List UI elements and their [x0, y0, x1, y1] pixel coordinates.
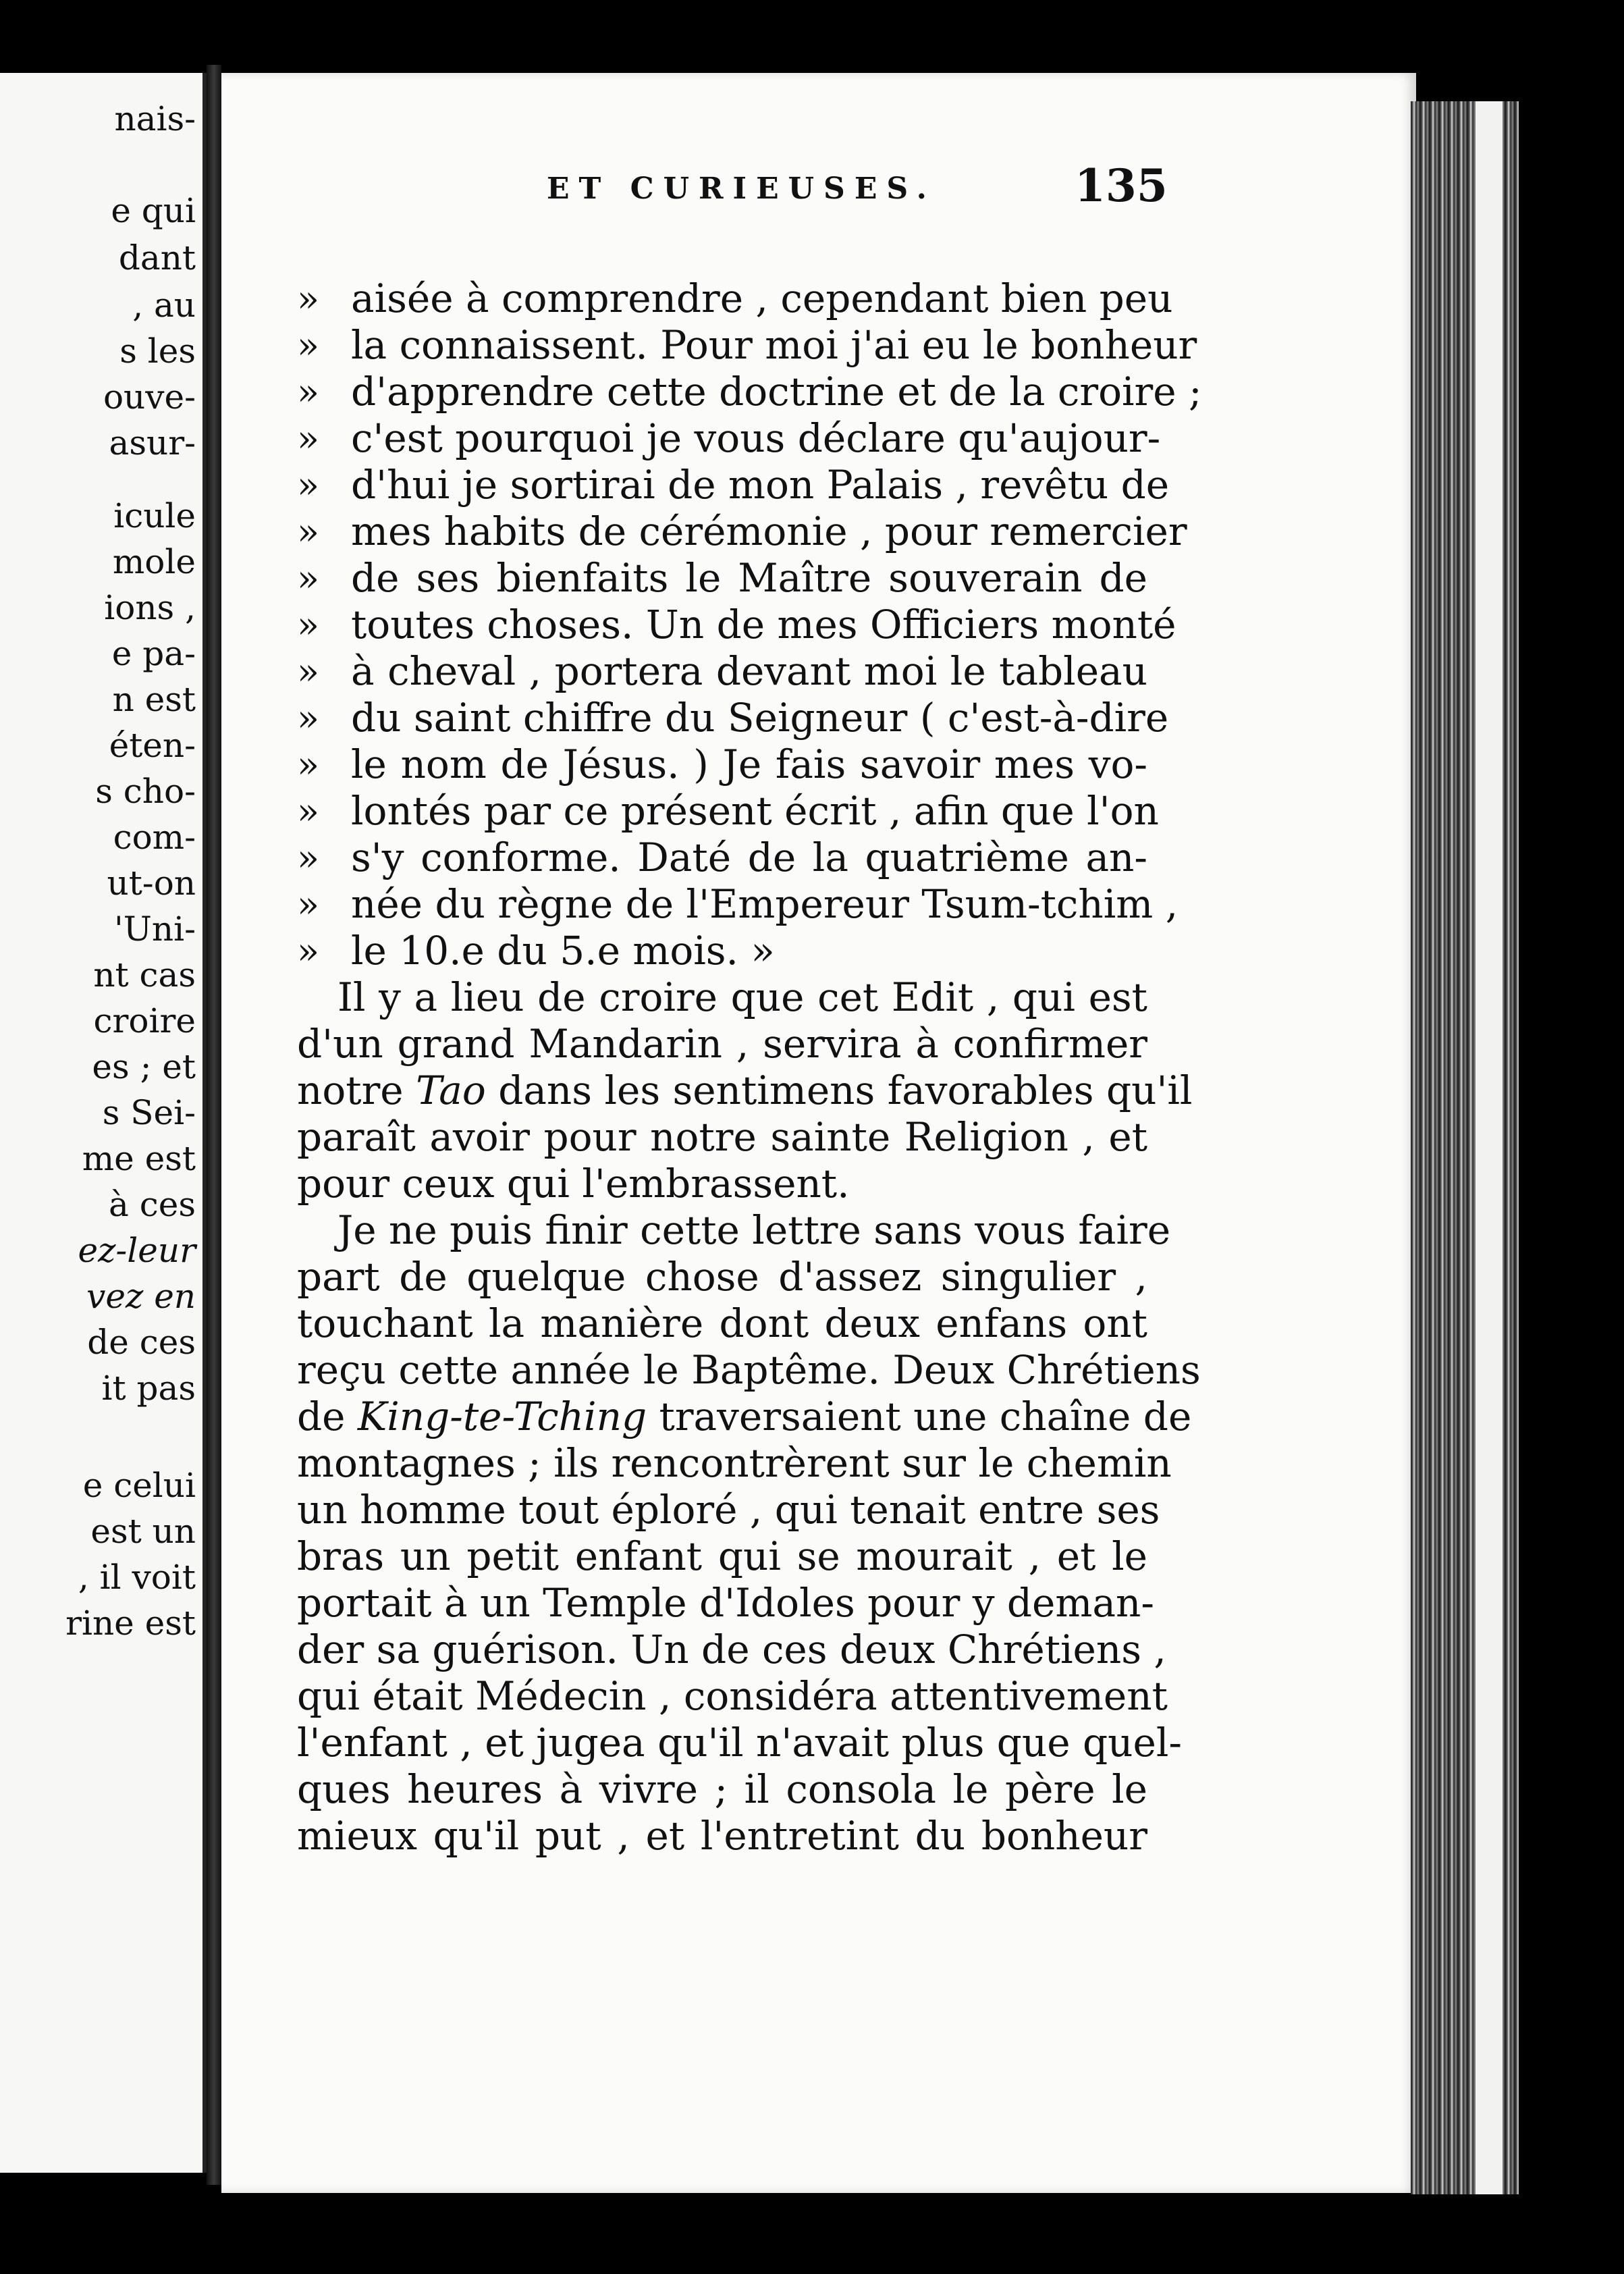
line-text: Il y a lieu de croire que cet Edit , qui est [337, 974, 1147, 1020]
line-text: lontés par ce présent écrit , afin que l'on [351, 788, 1159, 834]
text-line [297, 555, 1147, 602]
line-text: bras un petit enfant qui se mourait , et le [297, 1533, 1147, 1579]
line-text: c'est pourquoi je vous déclare qu'aujour- [351, 415, 1161, 461]
line-text: reçu cette année le Baptême. Deux Chrétiens [297, 1347, 1201, 1393]
left-page-fragment: e pa- [111, 634, 196, 673]
text-line [297, 275, 1173, 322]
line-text: aisée à comprendre , cependant bien peu [351, 275, 1173, 321]
left-page-fragment: rine est [65, 1604, 196, 1643]
italic-term: Tao [416, 1067, 486, 1113]
text-line [297, 1487, 1160, 1533]
quote-mark: » [297, 837, 320, 879]
text-line [297, 928, 1147, 974]
left-page-fragment: nais- [114, 99, 196, 138]
left-page-fragment: de ces [87, 1323, 196, 1362]
left-page [0, 73, 207, 2173]
line-text: le nom de Jésus. ) Je fais savoir mes vo- [351, 741, 1147, 787]
line-text: touchant la manière dont deux enfans ont [297, 1300, 1147, 1346]
text-line [297, 741, 1147, 788]
text-line [297, 648, 1147, 695]
text-line [297, 462, 1170, 508]
line-text: à cheval , portera devant moi le tableau [351, 648, 1147, 694]
text-line [297, 1673, 1168, 1720]
line-text: der sa guérison. Un de ces deux Chrétiens , [297, 1627, 1166, 1672]
left-page-fragment: com- [113, 818, 196, 857]
line-text: ques heures à vivre ; il consola le père le [297, 1766, 1147, 1812]
quote-mark: » [297, 604, 320, 646]
line-text: l'enfant , et jugea qu'il n'avait plus que quel- [297, 1720, 1182, 1766]
text-line [297, 508, 1187, 555]
quote-mark: » [297, 930, 320, 972]
italic-term: King-te-Tching [357, 1394, 647, 1439]
line-text: née du règne de l'Empereur Tsum-tchim , [351, 881, 1179, 927]
quote-mark: » [297, 697, 320, 739]
line-text: la connaissent. Pour moi j'ai eu le bonheur [351, 322, 1197, 368]
page-edges [1411, 101, 1519, 2194]
text-line [297, 1161, 1147, 1207]
text-line [297, 695, 1169, 741]
quote-mark: » [297, 510, 320, 553]
text-line [297, 835, 1147, 881]
left-page-fragment: vez en [86, 1277, 196, 1316]
quote-mark: » [297, 417, 320, 460]
quote-mark: » [297, 650, 320, 693]
left-page-fragment: à ces [109, 1185, 196, 1224]
left-page-fragment: croire [93, 1001, 196, 1040]
line-text: du saint chiffre du Seigneur ( c'est-à-dire [351, 695, 1169, 741]
left-page-fragment: mole [112, 542, 196, 581]
line-text: un homme tout éploré , qui tenait entre ses [297, 1487, 1160, 1533]
text-line [297, 1021, 1147, 1067]
text-line [297, 1813, 1147, 1859]
left-page-fragment: n est [112, 680, 196, 719]
left-page-fragment: s Sei- [102, 1093, 196, 1132]
left-page-fragment: ions , [104, 588, 196, 627]
text-line [297, 1533, 1147, 1580]
text-line [297, 415, 1161, 462]
line-text: Je ne puis finir cette lettre sans vous faire [337, 1207, 1171, 1253]
line-text: paraît avoir pour notre sainte Religion , et [297, 1114, 1147, 1160]
line-text: mieux qu'il put , et l'entretint du bonheur [297, 1813, 1147, 1859]
text-line [297, 1580, 1154, 1627]
line-text: s'y conforme. Daté de la quatrième an- [351, 835, 1147, 880]
left-page-fragment: est un [90, 1512, 196, 1551]
text-line [297, 1207, 1171, 1254]
line-text: pour ceux qui l'embrassent. [297, 1161, 850, 1207]
line-text: de ses bienfaits le Maître souverain de [351, 555, 1147, 601]
quote-mark: » [297, 464, 320, 506]
left-page-fragment: e celui [82, 1466, 196, 1505]
text-line [297, 602, 1176, 648]
quote-mark: » [297, 790, 320, 832]
text-line [297, 1720, 1182, 1766]
left-page-fragment: e qui [111, 191, 196, 230]
text-line [297, 1440, 1172, 1487]
text-line [297, 1067, 1193, 1114]
text-line [297, 1394, 1192, 1440]
left-page-fragment: nt cas [93, 955, 196, 995]
text-line [297, 322, 1197, 369]
left-page-fragment: es ; et [92, 1047, 196, 1086]
left-page-fragment: ez-leur [78, 1231, 196, 1270]
page-header [324, 159, 1168, 220]
text-line [297, 1347, 1201, 1394]
line-text: de King-te-Tching traversaient une chaîne de [297, 1394, 1192, 1439]
left-page-fragment: ut-on [107, 864, 196, 903]
text-line [297, 1300, 1147, 1347]
left-page-fragment: ouve- [103, 377, 196, 417]
left-page-fragment: , au [132, 286, 196, 325]
left-page-fragment: , il voit [78, 1558, 196, 1597]
line-text: part de quelque chose d'assez singulier , [297, 1254, 1147, 1300]
running-head: ET CURIEUSES. [547, 171, 936, 206]
quote-mark: » [297, 277, 320, 320]
quote-mark: » [297, 557, 320, 600]
line-text: d'apprendre cette doctrine et de la croire ; [351, 369, 1202, 415]
line-text: mes habits de cérémonie , pour remercier [351, 508, 1187, 554]
page-edge-light [1476, 101, 1503, 2194]
left-page-fragment: asur- [109, 423, 196, 462]
body-text [297, 275, 1202, 1859]
left-page-fragment: s cho- [95, 772, 196, 811]
left-page-fragment: me est [82, 1139, 196, 1178]
quote-mark: » [297, 743, 320, 786]
page-number: 135 [1075, 159, 1168, 212]
text-line [297, 1766, 1147, 1813]
text-line [297, 1254, 1147, 1300]
left-page-fragment: dant [118, 238, 196, 277]
quote-mark: » [297, 883, 320, 926]
left-page-fragment: éten- [109, 726, 196, 765]
quote-mark: » [297, 324, 320, 367]
left-page-fragment: s les [119, 332, 196, 371]
text-line [297, 881, 1179, 928]
line-text: d'un grand Mandarin , servira à confirmer [297, 1021, 1147, 1067]
text-line [297, 788, 1159, 835]
line-text: qui était Médecin , considéra attentivement [297, 1673, 1168, 1719]
text-line [297, 974, 1147, 1021]
line-text: toutes choses. Un de mes Officiers monté [351, 602, 1176, 647]
left-page-fragment: 'Uni- [114, 909, 196, 949]
left-page-fragment: it pas [101, 1369, 196, 1408]
text-line [297, 1114, 1147, 1161]
text-line [297, 1627, 1166, 1673]
line-text: le 10.e du 5.e mois. » [351, 928, 775, 974]
quote-mark: » [297, 371, 320, 413]
line-text: d'hui je sortirai de mon Palais , revêtu de [351, 462, 1170, 508]
text-line [297, 369, 1202, 415]
left-page-fragment: icule [113, 496, 196, 535]
line-text: notre Tao dans les sentimens favorables qu'il [297, 1067, 1193, 1113]
book-gutter [207, 65, 221, 2185]
line-text: montagnes ; ils rencontrèrent sur le chemin [297, 1440, 1172, 1486]
line-text: portait à un Temple d'Idoles pour y deman- [297, 1580, 1154, 1626]
